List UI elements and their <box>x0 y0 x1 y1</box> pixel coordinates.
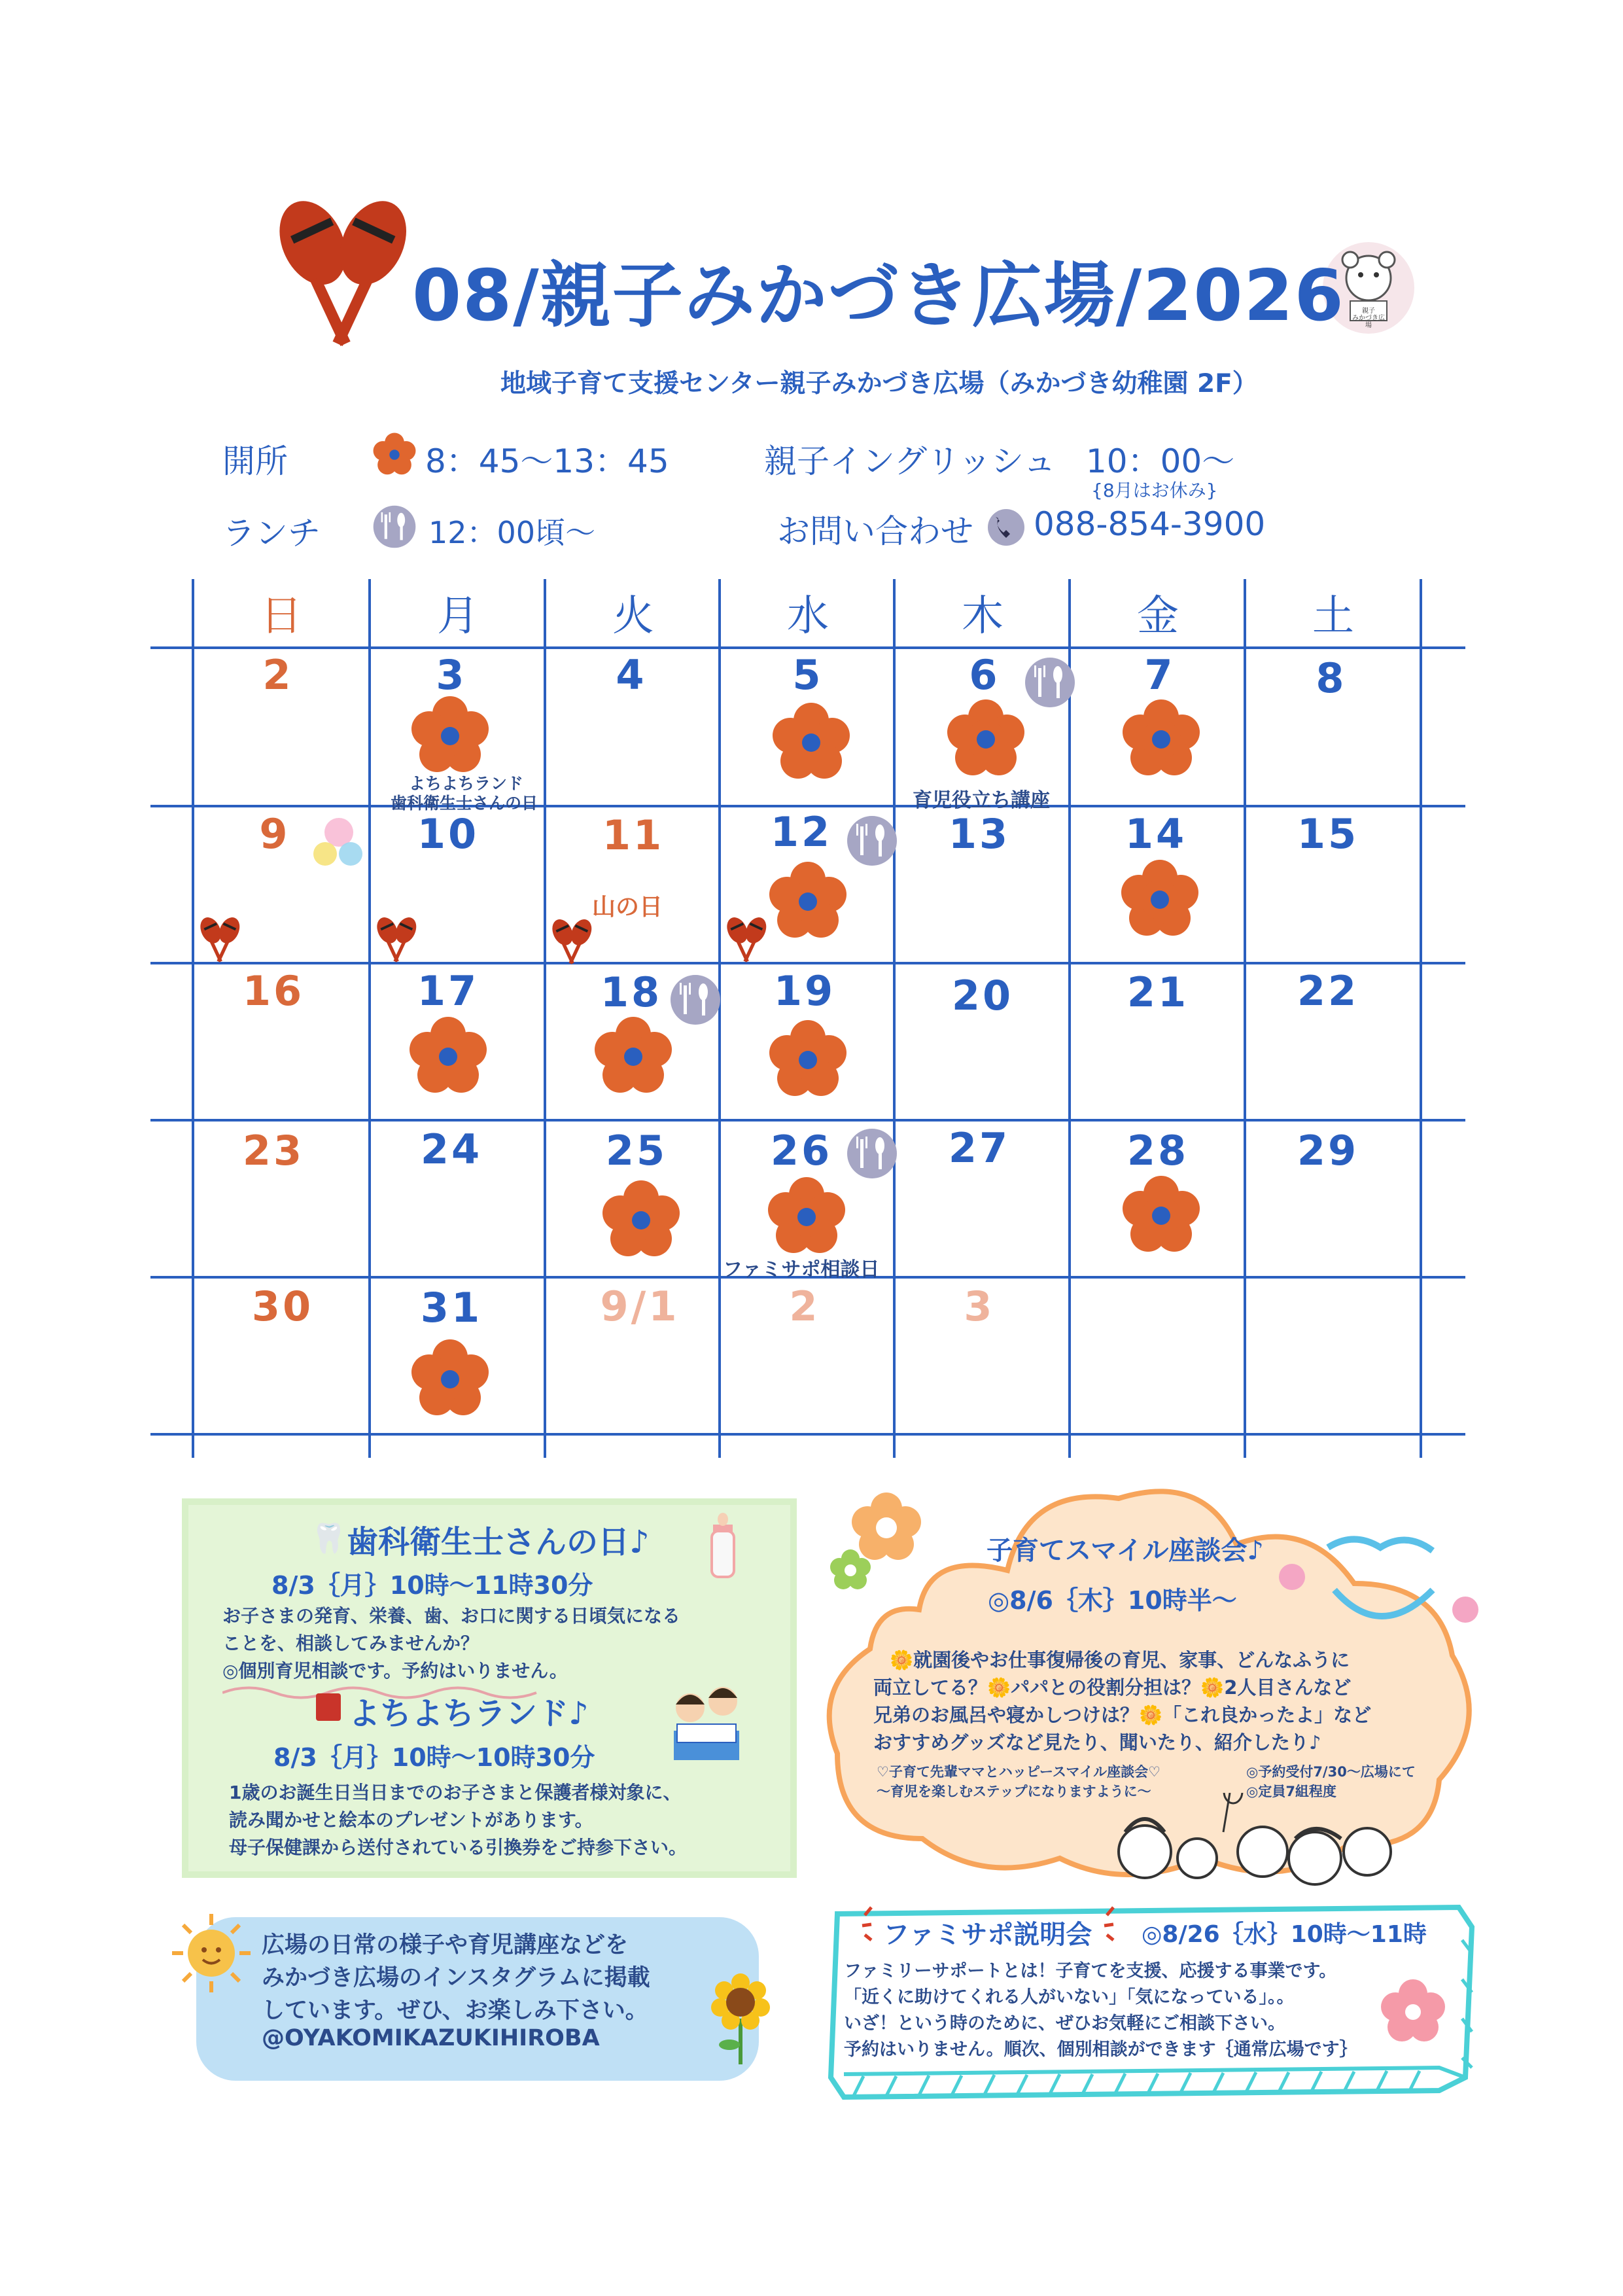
smile-line: おすすめグッズなど見たり、聞いたり、紹介したり♪ <box>873 1731 1321 1754</box>
english-note: {8月はお休み} <box>1091 480 1218 501</box>
maracas-icon-w1-tue <box>548 916 595 964</box>
page-subtitle: 地域子育て支援センター親子みかづき広場（みかづき幼稚園 2F） <box>500 369 1258 398</box>
day-29[interactable]: 29 <box>1297 1127 1359 1174</box>
day-3[interactable]: 3 <box>436 651 467 699</box>
day-4[interactable]: 4 <box>616 651 647 699</box>
day-31[interactable]: 31 <box>420 1284 483 1332</box>
tooth-icon: 🦷 <box>311 1522 347 1555</box>
flower-w2-tue <box>595 1017 672 1093</box>
day-5[interactable]: 5 <box>792 651 824 699</box>
maracas-icon-w1-sun <box>196 914 243 963</box>
flower-w4-mon <box>411 1339 489 1415</box>
maracas-icon-w1-wed <box>723 914 770 963</box>
logo-text <box>1352 308 1386 329</box>
day-22[interactable]: 22 <box>1297 967 1359 1015</box>
flower-w3-wed <box>768 1177 845 1253</box>
famisapo-title: ファミサポ説明会 <box>883 1920 1092 1950</box>
day-21[interactable]: 21 <box>1126 968 1189 1016</box>
logo-text-line-1: 親子 <box>1362 308 1375 315</box>
reading-children-icon <box>661 1678 752 1770</box>
flower-w0-wed <box>773 703 850 779</box>
yochi-line: 読み聞かせと絵本のプレゼントがあります。 <box>229 1809 593 1831</box>
weekday-sun: 日 <box>260 592 302 641</box>
dental-date: 8/3｛月｝10時〜11時30分 <box>271 1571 593 1600</box>
day-9[interactable]: 9 <box>259 810 290 858</box>
famisapo-line: 予約はいりません。順次、個別相談ができます｛通常広場です｝ <box>844 2040 1357 2060</box>
smile-line: 両立してる？🌼パパとの役割分担は？🌼2人目さんなど <box>873 1676 1352 1699</box>
flower-w2-mon <box>410 1017 487 1093</box>
flower-w3-fri <box>1123 1176 1200 1252</box>
day-15[interactable]: 15 <box>1297 810 1359 858</box>
famisapo-line: 「近くに助けてくれる人がいない」「気になっている」。。 <box>844 1987 1295 2007</box>
day-11[interactable]: 11 <box>602 811 665 859</box>
smile-date: ◎8/6｛木｝10時半〜 <box>988 1586 1237 1615</box>
day-18[interactable]: 18 <box>600 968 663 1016</box>
day-6[interactable]: 6 <box>969 651 1000 699</box>
weekday-sat: 土 <box>1312 592 1354 641</box>
flower-w0-mon <box>411 696 489 772</box>
day-20[interactable]: 20 <box>951 972 1014 1019</box>
day-next-3[interactable]: 3 <box>964 1282 995 1330</box>
smile-line: 兄弟のお風呂や寝かしつけは？🌼「これ良かったよ」など <box>873 1704 1372 1726</box>
weekday-tue: 火 <box>612 592 654 641</box>
open-label: 開所 <box>222 442 288 480</box>
day-7[interactable]: 7 <box>1144 651 1176 699</box>
day-30[interactable]: 30 <box>251 1282 314 1330</box>
lunch-time: 12：00頃〜 <box>428 515 596 550</box>
contact-phone: 088-854-3900 <box>1034 505 1266 543</box>
dental-title: 歯科衛生士さんの日♪ <box>347 1524 650 1561</box>
baby-bottle-icon <box>700 1511 752 1583</box>
maracas-icon-w1-mon <box>373 914 420 963</box>
english-time: 10：00〜 <box>1086 442 1235 480</box>
day-next-1[interactable]: 9/1 <box>600 1282 680 1330</box>
phone-icon <box>988 509 1024 546</box>
smile-note: ◎定員7組程度 <box>1246 1784 1336 1799</box>
day-8[interactable]: 8 <box>1316 654 1347 702</box>
day-14[interactable]: 14 <box>1125 810 1187 858</box>
sun-icon <box>169 1911 254 1996</box>
day-10[interactable]: 10 <box>417 810 480 858</box>
flower-w3-tue <box>602 1180 680 1256</box>
book-icon <box>316 1693 341 1721</box>
day-23[interactable]: 23 <box>242 1127 305 1174</box>
dental-line: お子さまの発育、栄養、歯、お口に関する日頃気になる <box>222 1605 681 1627</box>
dental-line: ◎個別育児相談です。予約はいりません。 <box>222 1660 568 1682</box>
day-16[interactable]: 16 <box>242 967 305 1015</box>
event-label: ファミサポ相談日 <box>723 1258 880 1281</box>
holiday-label: 山の日 <box>592 894 663 921</box>
famisapo-line: ファミリーサポートとは！子育てを支援、応援する事業です。 <box>844 1961 1337 1981</box>
event-label: よちよちランド <box>409 774 524 793</box>
day-2[interactable]: 2 <box>262 651 294 699</box>
smile-note: 〜育児を楽しむステップになりますように〜 <box>877 1784 1151 1799</box>
day-26[interactable]: 26 <box>770 1127 833 1174</box>
dental-line: ことを、相談してみませんか？ <box>222 1633 480 1654</box>
famisapo-line: いざ！という時のために、ぜひお気軽にご相談下さい。 <box>844 2013 1285 2034</box>
flower-w0-thu <box>947 699 1024 775</box>
contact-label: お問い合わせ <box>777 512 973 550</box>
yochi-date: 8/3｛月｝10時〜10時30分 <box>273 1743 595 1772</box>
smile-note: ♡子育て先輩ママとハッピースマイル座談会♡ <box>877 1764 1161 1780</box>
instagram-line: みかづき広場のインスタグラムに掲載 <box>262 1965 650 1991</box>
lunch-icon <box>374 506 416 548</box>
day-12[interactable]: 12 <box>770 808 833 856</box>
lunch-label: ランチ <box>222 514 321 552</box>
weekday-fri: 金 <box>1137 592 1179 641</box>
weekday-wed: 水 <box>787 592 829 641</box>
open-time: 8：45〜13：45 <box>425 442 669 480</box>
flower-w1-fri <box>1121 860 1198 936</box>
weekday-mon: 月 <box>437 592 479 641</box>
day-next-2[interactable]: 2 <box>789 1282 820 1330</box>
family-faces-icon <box>1099 1793 1413 1891</box>
day-17[interactable]: 17 <box>417 967 480 1015</box>
smile-note: ◎予約受付7/30〜広場にて <box>1246 1764 1416 1780</box>
day-19[interactable]: 19 <box>773 967 836 1015</box>
day-13[interactable]: 13 <box>948 810 1011 858</box>
smile-line: 🌼就園後やお仕事復帰後の育児、家事、どんなふうに <box>890 1649 1350 1671</box>
day-25[interactable]: 25 <box>605 1127 668 1174</box>
logo-text-line-2: みかづき広場 <box>1352 315 1385 329</box>
yochi-line: 1歳のお誕生日当日までのお子さまと保護者様対象に、 <box>229 1782 682 1803</box>
yochi-title: よちよちランド♪ <box>349 1695 589 1732</box>
famisapo-date: ◎8/26｛水｝10時〜11時 <box>1142 1921 1427 1948</box>
event-label: 育児役立ち講座 <box>913 789 1050 812</box>
smile-title: 子育てスマイル座談会♪ <box>986 1536 1264 1566</box>
sunflower-icon <box>710 1969 772 2068</box>
weekday-thu: 木 <box>962 592 1003 641</box>
instagram-line: 広場の日常の様子や育児講座などを <box>262 1932 629 1958</box>
day-24[interactable]: 24 <box>420 1125 483 1173</box>
instagram-line: しています。ぜひ、お楽しみ下さい。 <box>262 1998 648 2024</box>
flower-icon <box>374 433 416 474</box>
flower-w2-wed <box>769 1020 846 1096</box>
flower-w0-fri <box>1123 699 1200 775</box>
event-label: 歯科衛生士さんの日 <box>391 794 538 813</box>
yochi-line: 母子保健課から送付されている引換券をご持参下さい。 <box>229 1837 688 1858</box>
page-title: 08/親子みかづき広場/2026 <box>412 255 1345 337</box>
instagram-handle[interactable]: @OYAKOMIKAZUKIHIROBA <box>262 2025 600 2051</box>
flower-w1-wed <box>769 862 846 938</box>
maracas-icon <box>267 190 419 346</box>
day-28[interactable]: 28 <box>1126 1127 1189 1174</box>
day-27[interactable]: 27 <box>948 1124 1011 1172</box>
english-label: 親子イングリッシュ <box>764 442 1056 480</box>
